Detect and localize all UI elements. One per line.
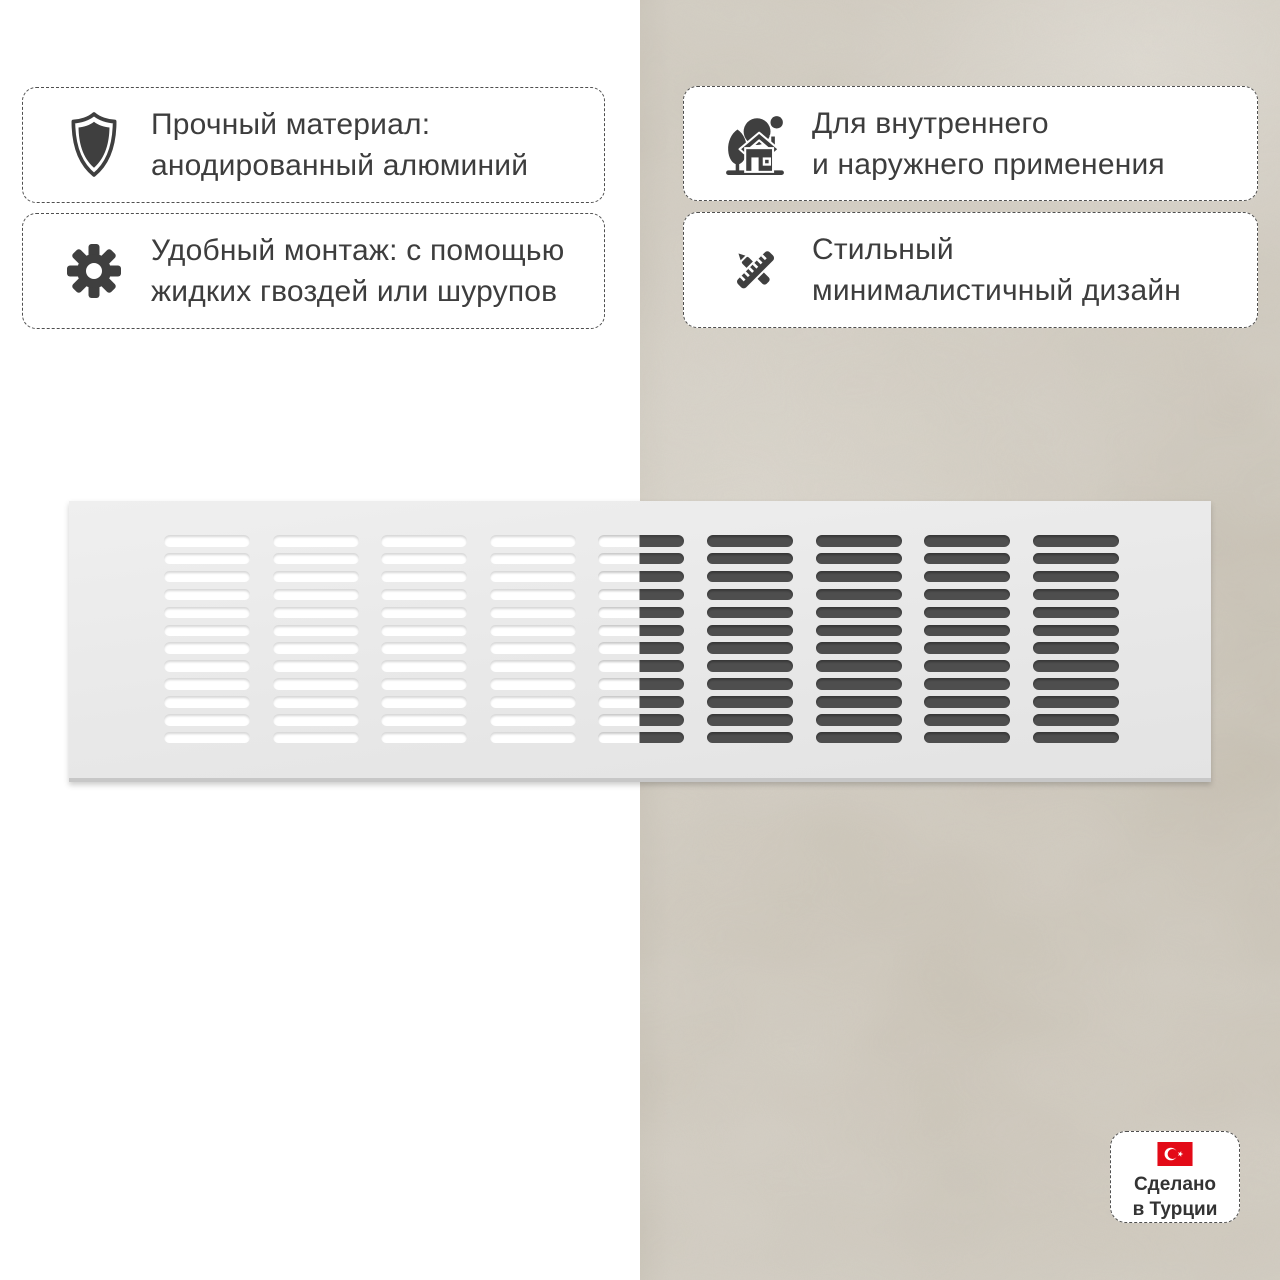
grille-slot [273, 642, 359, 654]
grille-slot [598, 660, 684, 672]
grille-slot [490, 553, 576, 565]
grille-slot [816, 696, 902, 708]
grille-slot [273, 714, 359, 726]
grille-slot [816, 607, 902, 619]
grille-slot [707, 714, 793, 726]
feature-line: Прочный материал: [151, 108, 431, 141]
grille-slot [1033, 589, 1119, 601]
grille-slot [273, 589, 359, 601]
badge-line: Сделано [1133, 1174, 1217, 1195]
grille-slot [924, 535, 1010, 547]
grille-slot [164, 553, 250, 565]
grille-slot [707, 589, 793, 601]
grille-slot [1033, 678, 1119, 690]
grille-slot [924, 571, 1010, 583]
grille-slot [1033, 696, 1119, 708]
grille-slot [490, 625, 576, 637]
grille-slot [490, 589, 576, 601]
grille-slot [707, 571, 793, 583]
gear-icon [63, 233, 125, 309]
grille-slot [490, 571, 576, 583]
grille-slot [381, 714, 467, 726]
grille-slot [924, 714, 1010, 726]
grille-slot [164, 607, 250, 619]
feature-box-material [22, 87, 605, 203]
grille-slot [164, 642, 250, 654]
grille-slot [924, 589, 1010, 601]
grille-slot [164, 625, 250, 637]
pencil-ruler-icon [724, 232, 786, 308]
grille-slot [707, 732, 793, 744]
grille-slot [816, 625, 902, 637]
feature-box-mounting [22, 213, 605, 329]
grille-slot [816, 678, 902, 690]
grille-slot [273, 660, 359, 672]
badge-line: в Турции [1132, 1199, 1218, 1220]
grille-slot [273, 732, 359, 744]
grille-slot [164, 589, 250, 601]
grille-slot [1033, 714, 1119, 726]
grille-slot [816, 714, 902, 726]
feature-line: Удобный монтаж: с помощью [151, 234, 565, 267]
grille-slot [164, 660, 250, 672]
grille-slot [381, 571, 467, 583]
grille-slot [273, 625, 359, 637]
grille-slot [490, 696, 576, 708]
grille-slot [924, 732, 1010, 744]
grille-slot [1033, 571, 1119, 583]
grille-slot [598, 535, 684, 547]
grille-slot [924, 696, 1010, 708]
grille-slot [707, 696, 793, 708]
grille-slot [707, 535, 793, 547]
grille-slot [273, 678, 359, 690]
grille-slot [490, 642, 576, 654]
feature-line: минималистичный дизайн [812, 274, 1182, 307]
grille-slot [924, 625, 1010, 637]
feature-line: жидких гвоздей или шурупов [151, 275, 558, 308]
grille-slot [273, 535, 359, 547]
grille-slot [381, 553, 467, 565]
grille-slot [164, 714, 250, 726]
grille-slot [598, 714, 684, 726]
grille-slot [924, 642, 1010, 654]
grille-slot [381, 696, 467, 708]
grille-slot [490, 660, 576, 672]
feature-line: и наружнего применения [812, 147, 1165, 181]
grille-slot [381, 732, 467, 744]
grille-slot [1033, 625, 1119, 637]
grille-slot [816, 553, 902, 565]
grille-slot [164, 678, 250, 690]
turkey-flag-icon [1156, 1142, 1194, 1166]
grille-slot [381, 678, 467, 690]
grille-slot [381, 607, 467, 619]
grille-slot [1033, 535, 1119, 547]
grille-slot [490, 678, 576, 690]
grille-slot [381, 589, 467, 601]
grille-slot [598, 553, 684, 565]
grille-slot [490, 714, 576, 726]
grille-slot [1033, 642, 1119, 654]
grille-slot [707, 607, 793, 619]
grille-slot [707, 625, 793, 637]
grille-slot [164, 535, 250, 547]
feature-line: анодированный алюминий [151, 149, 529, 182]
grille-slot [924, 607, 1010, 619]
grille-slot [707, 660, 793, 672]
grille-slot [707, 678, 793, 690]
grille-slot [598, 607, 684, 619]
grille-slot [273, 571, 359, 583]
grille-slot [598, 678, 684, 690]
grille-slot [816, 660, 902, 672]
grille-slot [598, 732, 684, 744]
grille-slot [490, 607, 576, 619]
grille-slot [707, 642, 793, 654]
grille-slot [598, 625, 684, 637]
grille-slot [924, 678, 1010, 690]
grille-slot [381, 660, 467, 672]
grille-slot [598, 571, 684, 583]
grille-slot [1033, 732, 1119, 744]
feature-box-application [683, 86, 1258, 201]
grille-slot [1033, 607, 1119, 619]
grille-slot [381, 642, 467, 654]
grille-slot [490, 535, 576, 547]
ventilation-grille-plate [69, 501, 1211, 782]
grille-slot [273, 607, 359, 619]
grille-slot [707, 553, 793, 565]
grille-slot [1033, 660, 1119, 672]
grille-slot [381, 625, 467, 637]
house-icon [724, 106, 786, 182]
grille-slot [164, 571, 250, 583]
grille-slot [816, 642, 902, 654]
grille-slot [598, 642, 684, 654]
grille-slot [1033, 553, 1119, 565]
grille-slot [164, 696, 250, 708]
grille-slot [816, 535, 902, 547]
grille-slot [816, 589, 902, 601]
grille-slot [273, 553, 359, 565]
feature-line: Для внутреннего [812, 106, 1049, 140]
grille-slot [598, 696, 684, 708]
grille-slot [924, 553, 1010, 565]
made-in-turkey-badge [1110, 1131, 1240, 1223]
grille-slot [816, 732, 902, 744]
grille-slot [598, 589, 684, 601]
grille-slot [164, 732, 250, 744]
grille-slot [273, 696, 359, 708]
feature-box-design [683, 212, 1258, 328]
grille-slot [490, 732, 576, 744]
shield-icon [63, 107, 125, 183]
grille-slot [924, 660, 1010, 672]
grille-slot [816, 571, 902, 583]
feature-line: Стильный [812, 233, 954, 266]
grille-slot [381, 535, 467, 547]
